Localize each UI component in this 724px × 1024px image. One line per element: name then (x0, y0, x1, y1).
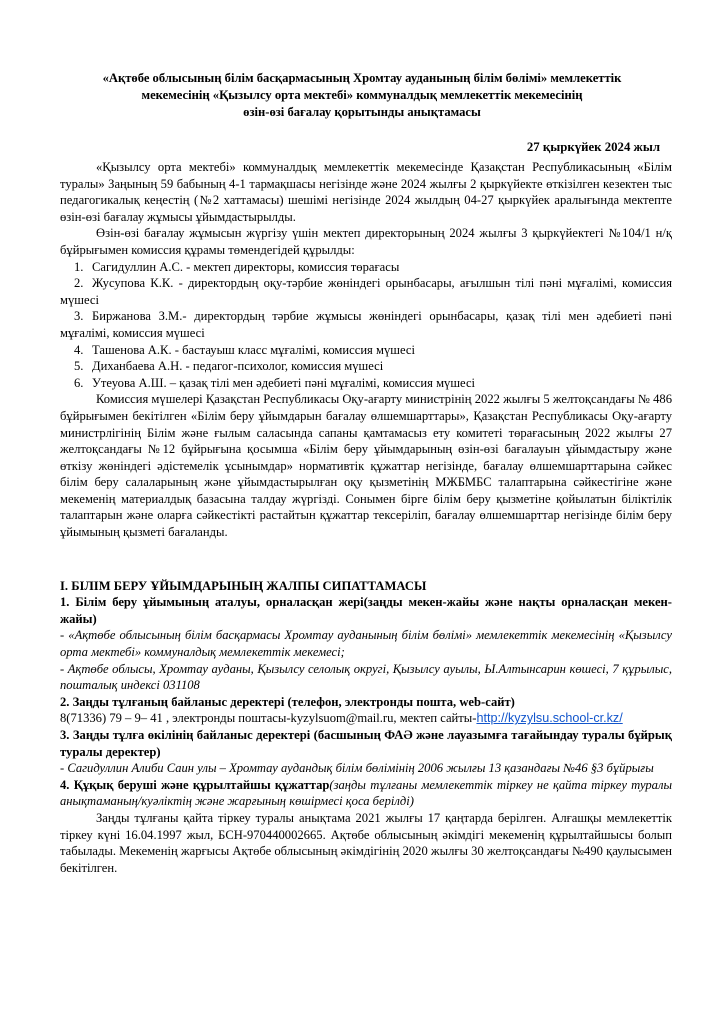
school-website-link[interactable]: http://kyzylsu.school-cr.kz/ (476, 711, 623, 726)
document-date: 27 қыркүйек 2024 жыл (526, 140, 660, 154)
section-heading: I. БІЛІМ БЕРУ ҰЙЫМДАРЫНЫҢ ЖАЛПЫ СИПАТТАМАСЫ (60, 578, 427, 593)
item-3-text: - Сагидуллин Алиби Саин улы – Хромтау аудандық білім бөлімінің 2006 жылғы 13 қазандағы №46 §3 бұйрығы (60, 761, 654, 776)
commission-members-list (60, 259, 672, 392)
list-item: 4. Ташенова А.К. - бастауыш класс мұғалімі, комиссия мүшесі (74, 342, 415, 357)
item-2-heading: 2. Заңды тұлғаның байланыс деректері (телефон, электронды пошта, web-сайт) (60, 694, 515, 709)
title-line-1: «Ақтөбе облысының білім басқармасының Хромтау ауданының білім бөлімі» мемлекеттік (102, 71, 622, 85)
title-line-3: өзін-өзі бағалау қорытынды анықтамасы (243, 105, 481, 119)
list-item: 1. Сагидуллин А.С. - мектеп директоры, комиссия төрағасы (74, 259, 400, 274)
item-1-heading: 1. Білім беру ұйымының аталуы, орналасқан жері(заңды мекен-жайы және нақты орналасқан мекен-жайы) (60, 595, 672, 626)
item-1-name: - «Ақтөбе облысының білім басқармасы Хромтау ауданының білім бөлімі» мемлекеттік мекемесінің «Қызылсу орта мектебі» коммуналдық мемлекеттік мекемесі; (60, 628, 672, 660)
item-4-text: Заңды тұлғаны қайта тіркеу туралы анықтама 2021 жылғы 17 қаңтарда берілген. Алғашқы мемлекеттік тіркеу күні 16.04.1997 жыл, БСН-970440002665. Ақтөбе облысының әкімдігі мекеменің құрылтайшысы болып табылады. Мекеменің жарғысы Ақтөбе облысының әкімдігінің 2020 жылғы 30 желтоқсандағы №490 қаулысымен бекітілген. (60, 810, 672, 875)
item-4-heading: 4. Құқық беруші және құрылтайшы құжаттар(заңды тұлғаны мемлекеттік тіркеу не қайта тіркеу туралы анықтаманың/куәліктің және жарғының көшірмесі қоса берілді) (60, 777, 672, 809)
list-item: 5. Диханбаева А.Н. - педагог-психолог, комиссия мүшесі (74, 359, 384, 374)
section-spacer (60, 541, 672, 578)
document-body (60, 159, 672, 876)
list-item: 3. Биржанова З.М.- директордың тәрбие жұмысы жөніндегі орынбасары, қазақ тілі мен әдебиеті пәні мұғалімі, комиссия мүшесі (60, 309, 672, 340)
intro-paragraph-1: «Қызылсу орта мектебі» коммуналдық мемлекеттік мекемесінде Қазақстан Республикасының «Білім туралы» Заңының 59 бабының 4-1 тармақшасы негізінде және 2024 жылғы 2 қыркүйекте өткізілген кезектен тыс педагогикалық кеңестің (№2 хаттамасы) шешімі негізінде 2024 жылдың 04-27 қыркүйек аралығында мектепте өзін-өзі бағалау жұмысы ұйымдастырылды. (60, 160, 672, 224)
item-2-contacts: 8(71336) 79 – 9– 41 , электронды поштасы-kyzylsuom@mail.ru, мектеп сайты-http://kyzylsu.school-cr.kz/ (60, 711, 623, 726)
item-1-address: - Ақтөбе облысы, Хромтау ауданы, Қызылсу селолық округі, Қызылсу ауылы, Ы.Алтынсарин көшесі, 7 құрылыс, пошталық индексі 031108 (60, 661, 672, 693)
list-item: 6. Утеуова А.Ш. – қазақ тілі мен әдебиеті пәні мұғалімі, комиссия мүшесі (74, 375, 476, 390)
item-3-heading: 3. Заңды тұлға өкілінің байланыс деректері (басшының ФАӘ және лауазымға тағайындау туралы бұйрық туралы деректер) (60, 728, 672, 759)
list-item: 2. Жусупова К.К. - директордың оқу-тәрбие жөніндегі орынбасары, ағылшын тілі пәні мұғалімі, комиссия мүшесі (60, 276, 672, 307)
intro-paragraph-2: Өзін-өзі бағалау жұмысын жүргізу үшін мектеп директорының 2024 жылғы 3 қыркүйектегі №104/1 н/қ бұйрығымен комиссия құрамы төмендегідей құрылды: (60, 226, 672, 257)
commission-paragraph: Комиссия мүшелері Қазақстан Республикасы Оқу-ағарту министрінің 2022 жылғы 5 желтоқсандағы № 486 бұйрығымен бекітілген «Білім беру ұйымдарын бағалау өлшемшарттары», Қазақстан Республикасы Оқу-ағарту министрлігінің Білім және ғылым саласында сапаны қамтамасыз ету комитеті төрағасының 2022 жылғы 27 желтоқсандағы №12 бұйрығына қосымша «Білім беру ұйымдарының өзін-өзі бағалауын ұйымдастыру және өткізу жөніндегі әдістемелік ұсынымдар» нормативтік құжаттар негізінде, бағалау өлшемшарттарына сәйкес білім беру салаларының және ұйымдастырылған оқу қызметінің МЖБМБС талаптарына сәйкестігіне және мекеменің материалдық базасына талдау жүргізді. Сонымен бірге білім беру қызметіне қойылатын біліктілік талаптарын және оларға сәйкестікті растайтын құжаттар тексеріліп, бағалау өлшемшарттар негізінде білім беру ұйымының қызметі бағаланды. (60, 392, 672, 540)
title-line-2: мекемесінің «Қызылсу орта мектебі» коммуналдық мемлекеттік мекемесінің (141, 88, 583, 102)
document-title (60, 70, 664, 121)
